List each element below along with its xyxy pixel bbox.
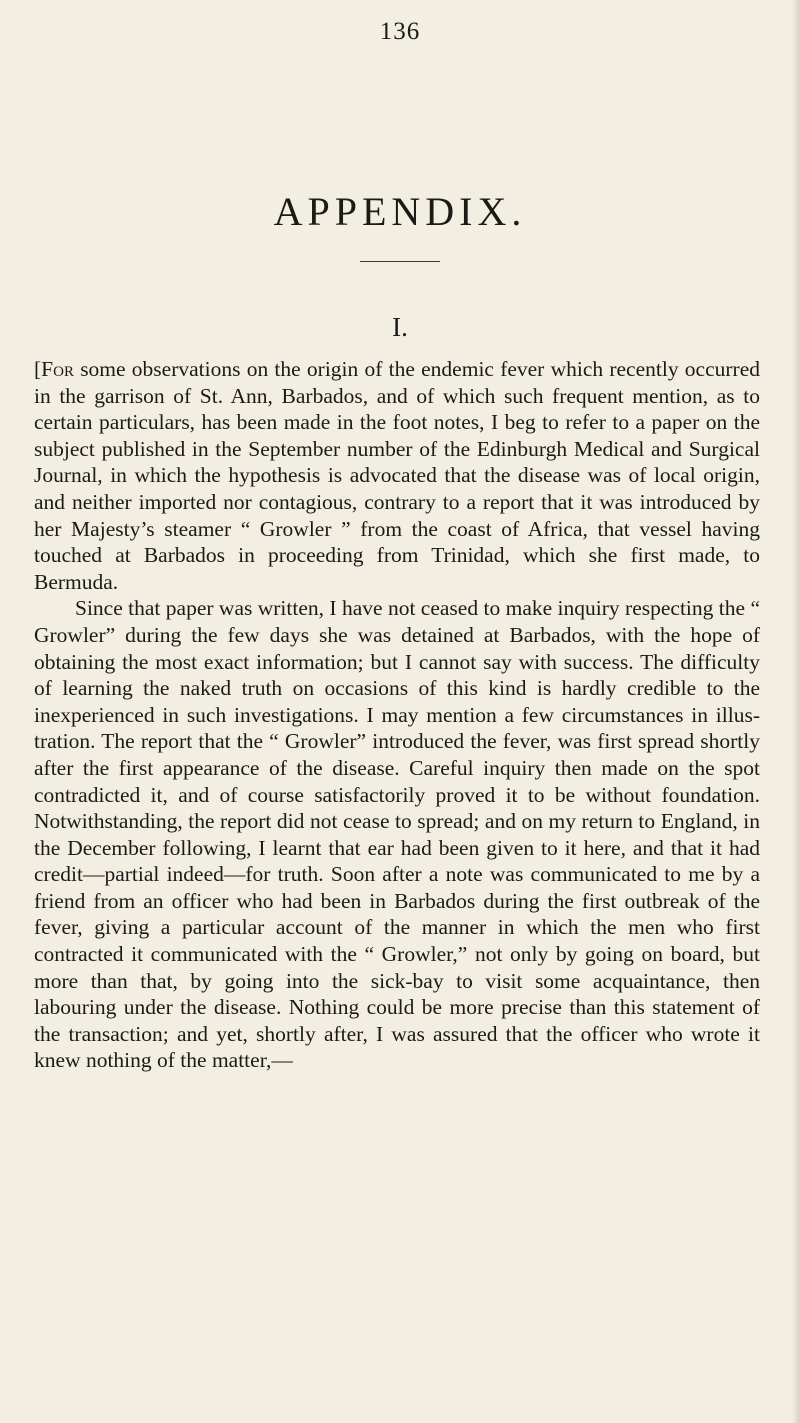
section-number: I. [392, 312, 408, 342]
paragraph-1 [34, 356, 760, 595]
page-edge-shadow [792, 0, 800, 1423]
page-title: APPENDIX. [273, 189, 527, 234]
title-divider [360, 261, 440, 262]
paragraph-1-text: some observations on the origin of the endemic fever which recently occurred in the garrison of St. Ann, Barbados, and of which such frequent mention, as to certain particulars, has been made in the foot notes, I beg to refer to a paper on the subject published in the September number of the Edinburgh Medical and Surgical Journal, in which the hypothesis is advocated that the disease was of local origin, and neither imported nor contagious, contrary to a report that it was introduced by her Majesty’s steamer “ Growler ” from the coast of Africa, that vessel having touched at Barbados in proceeding from Trinidad, which she first made, to Bermuda. [34, 357, 760, 594]
paragraph-2: Since that paper was written, I have not ceased to make inquiry respecting the “ Growler” during the few days she was detained at Barbados, with the hope of obtaining the most exact information; but I cannot say with success. The difficulty of learning the naked truth on occasions of this kind is hardly credible to the inexperienced in such investigations. I may mention a few circumstances in illustration. The report that the “ Growler” introduced the fever, was first spread shortly after the first appearance of the disease. Careful inquiry then made on the spot contradicted it, and of course satisfactorily proved it to be without foundation. Notwithstanding, the report did not cease to spread; and on my return to England, in the December following, I learnt that ear had been given to it here, and that it had credit—partial indeed—for truth. Soon after a note was communicated to me by a friend from an officer who had been in Barbados during the first outbreak of the fever, giving a particular account of the manner in which the men who first contracted it communicated with the “ Growler,” not only by going on board, but more than that, by going into the sick-bay to visit some acquaintance, then labouring under the disease. Nothing could be more precise than this statement of the transaction; and yet, shortly after, I was assured that the officer who wrote it knew nothing of the matter,— [34, 596, 760, 1073]
opening-word: For [41, 357, 74, 381]
page-number: 136 [379, 18, 421, 45]
opening-bracket: [ [34, 357, 42, 381]
body-text [34, 356, 760, 1074]
